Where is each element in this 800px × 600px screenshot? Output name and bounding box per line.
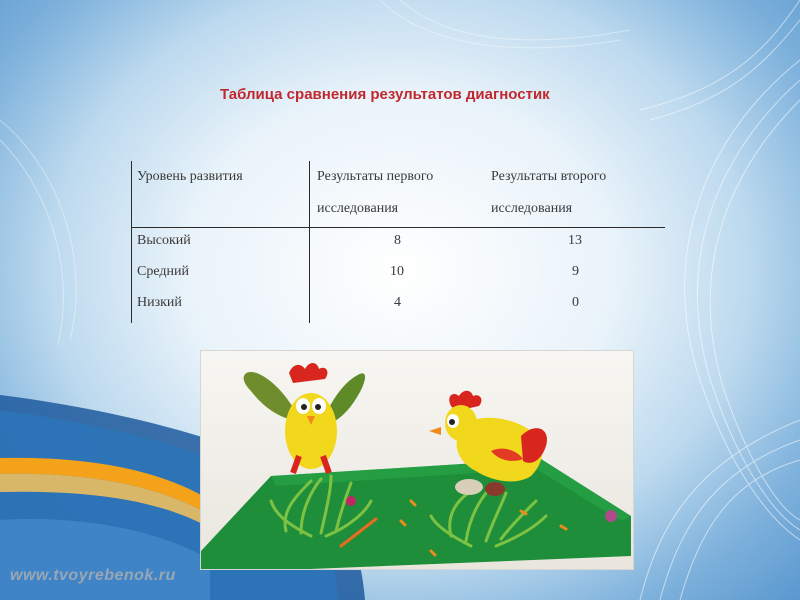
row-first: 8 bbox=[394, 233, 401, 248]
site-watermark: www.tvoyrebenok.ru bbox=[10, 567, 176, 584]
row-second: 0 bbox=[572, 295, 579, 310]
row-level: Средний bbox=[137, 264, 189, 279]
comparison-table bbox=[131, 161, 665, 323]
plasticine-roosters-photo bbox=[200, 350, 634, 570]
left-rooster-body bbox=[285, 393, 337, 469]
row-second: 13 bbox=[568, 233, 582, 248]
table-col-divider bbox=[309, 161, 310, 323]
row-first: 4 bbox=[394, 295, 401, 310]
row-level: Высокий bbox=[137, 233, 191, 248]
header-first-line1: Результаты первого bbox=[317, 169, 434, 184]
row-first: 10 bbox=[390, 264, 404, 279]
header-second-line1: Результаты второго bbox=[491, 169, 607, 184]
header-level: Уровень развития bbox=[137, 169, 243, 184]
row-level: Низкий bbox=[137, 295, 182, 310]
row-second: 9 bbox=[572, 264, 579, 279]
header-second-line2: исследования bbox=[491, 201, 573, 216]
roosters-illustration bbox=[201, 351, 634, 570]
table-header-divider bbox=[131, 227, 665, 228]
header-first-line2: исследования bbox=[317, 201, 399, 216]
slide-title: Таблица сравнения результатов диагностик bbox=[220, 86, 550, 103]
table-left-border bbox=[131, 161, 132, 323]
